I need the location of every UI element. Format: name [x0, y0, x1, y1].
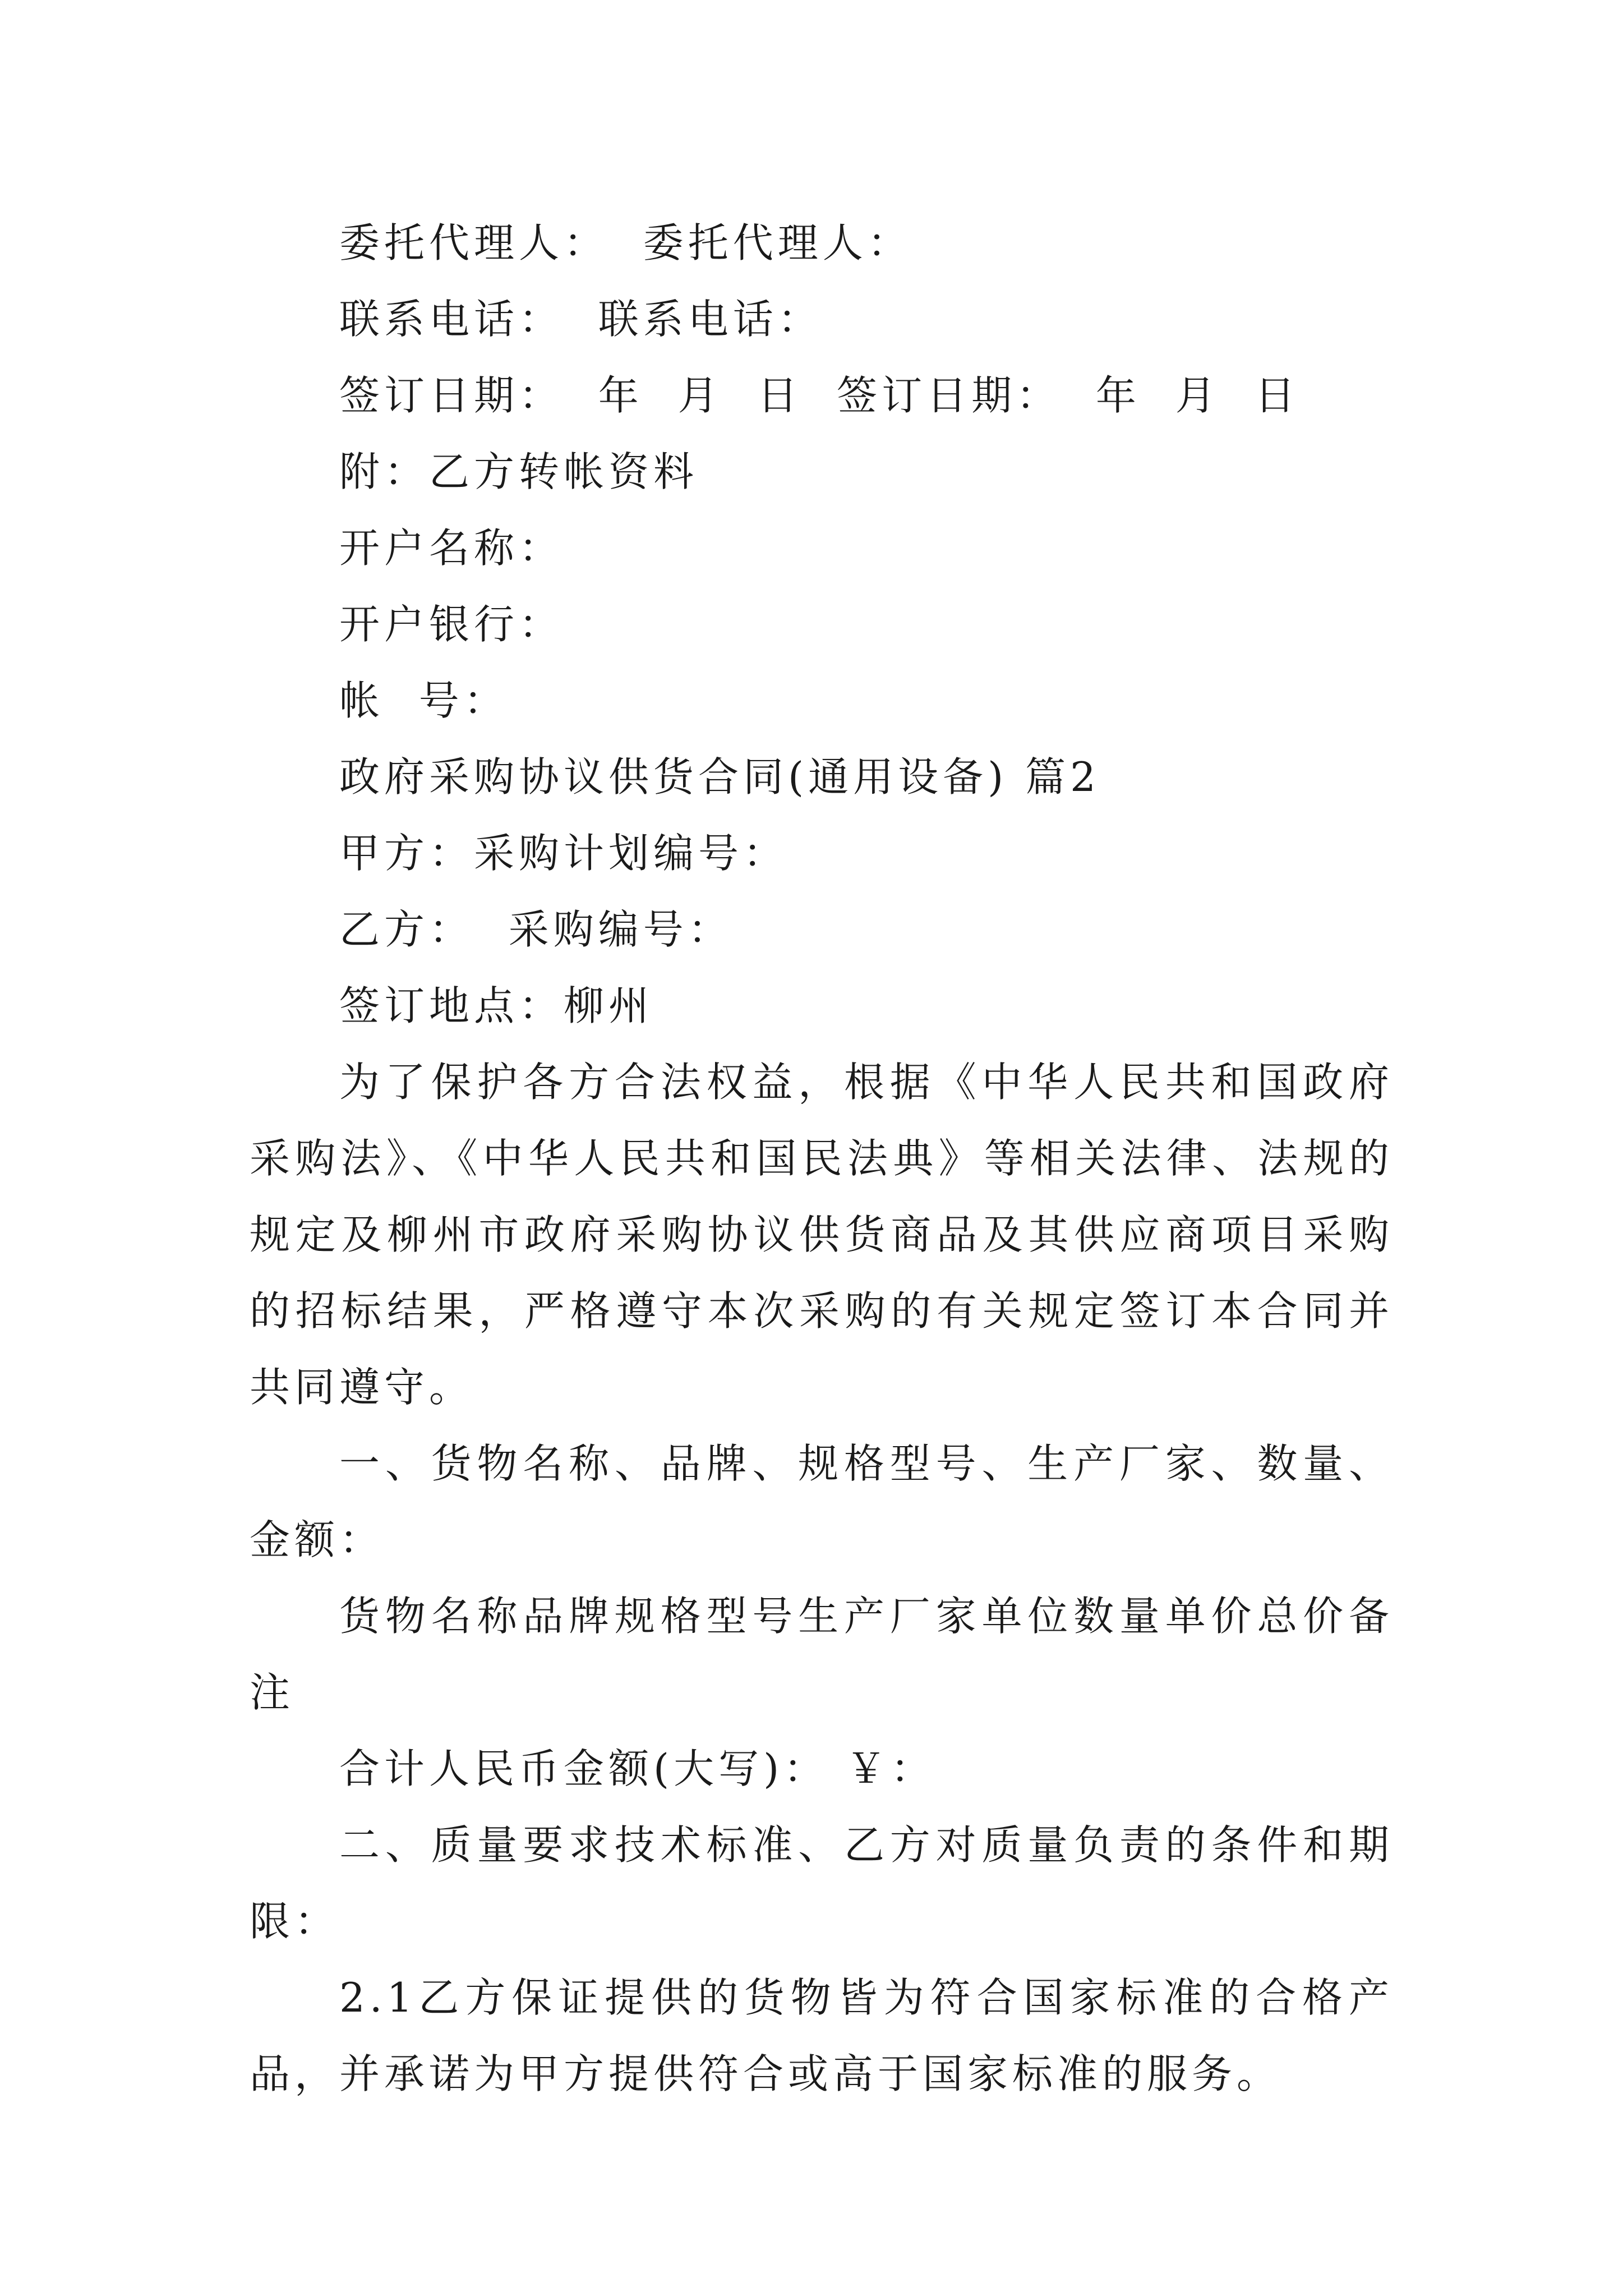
sign-location-line: 签订地点：柳州 — [339, 982, 654, 1029]
document-body — [250, 205, 1394, 2112]
goods-table-header: 货物名称品牌规格型号生产厂家单位数量单价总价备注 — [250, 1593, 1394, 1716]
party-b-line: 乙方： 采购编号： — [339, 906, 733, 953]
section-2-heading: 二、质量要求技术标准、乙方对质量负责的条件和期限： — [250, 1821, 1394, 1945]
sign-date-line: 签订日期： 年 月 日 签订日期： 年 月 日 — [339, 372, 1300, 419]
preamble-paragraph: 为了保护各方合法权益，根据《中华人民共和国政府采购法》、《中华人民共和国民法典》等相关法律、法规的规定及柳州市政府采购协议供货商品及其供应商项目采购的招标结果，严格遵守本次采购的有关规定签订本合同并共同遵守。 — [250, 1059, 1394, 1411]
bank-line: 开户银行： — [339, 601, 564, 648]
attachment-title: 附：乙方转帐资料 — [339, 448, 699, 495]
section-1-heading: 一、货物名称、品牌、规格型号、生产厂家、数量、金额： — [250, 1440, 1394, 1563]
contract-title: 政府采购协议供货合同(通用设备) 篇2 — [339, 753, 1100, 800]
total-amount-line: 合计人民币金额(大写)： ￥： — [339, 1745, 936, 1792]
clause-2-1: 2.1乙方保证提供的货物皆为符合国家标准的合格产品，并承诺为甲方提供符合或高于国家标准的服务。 — [250, 1974, 1394, 2097]
party-a-line: 甲方：采购计划编号： — [339, 830, 789, 877]
account-number-line: 帐 号： — [339, 677, 509, 724]
phone-line: 联系电话： 联系电话： — [339, 296, 823, 343]
agent-line: 委托代理人： 委托代理人： — [339, 219, 912, 266]
account-name-line: 开户名称： — [339, 524, 564, 572]
